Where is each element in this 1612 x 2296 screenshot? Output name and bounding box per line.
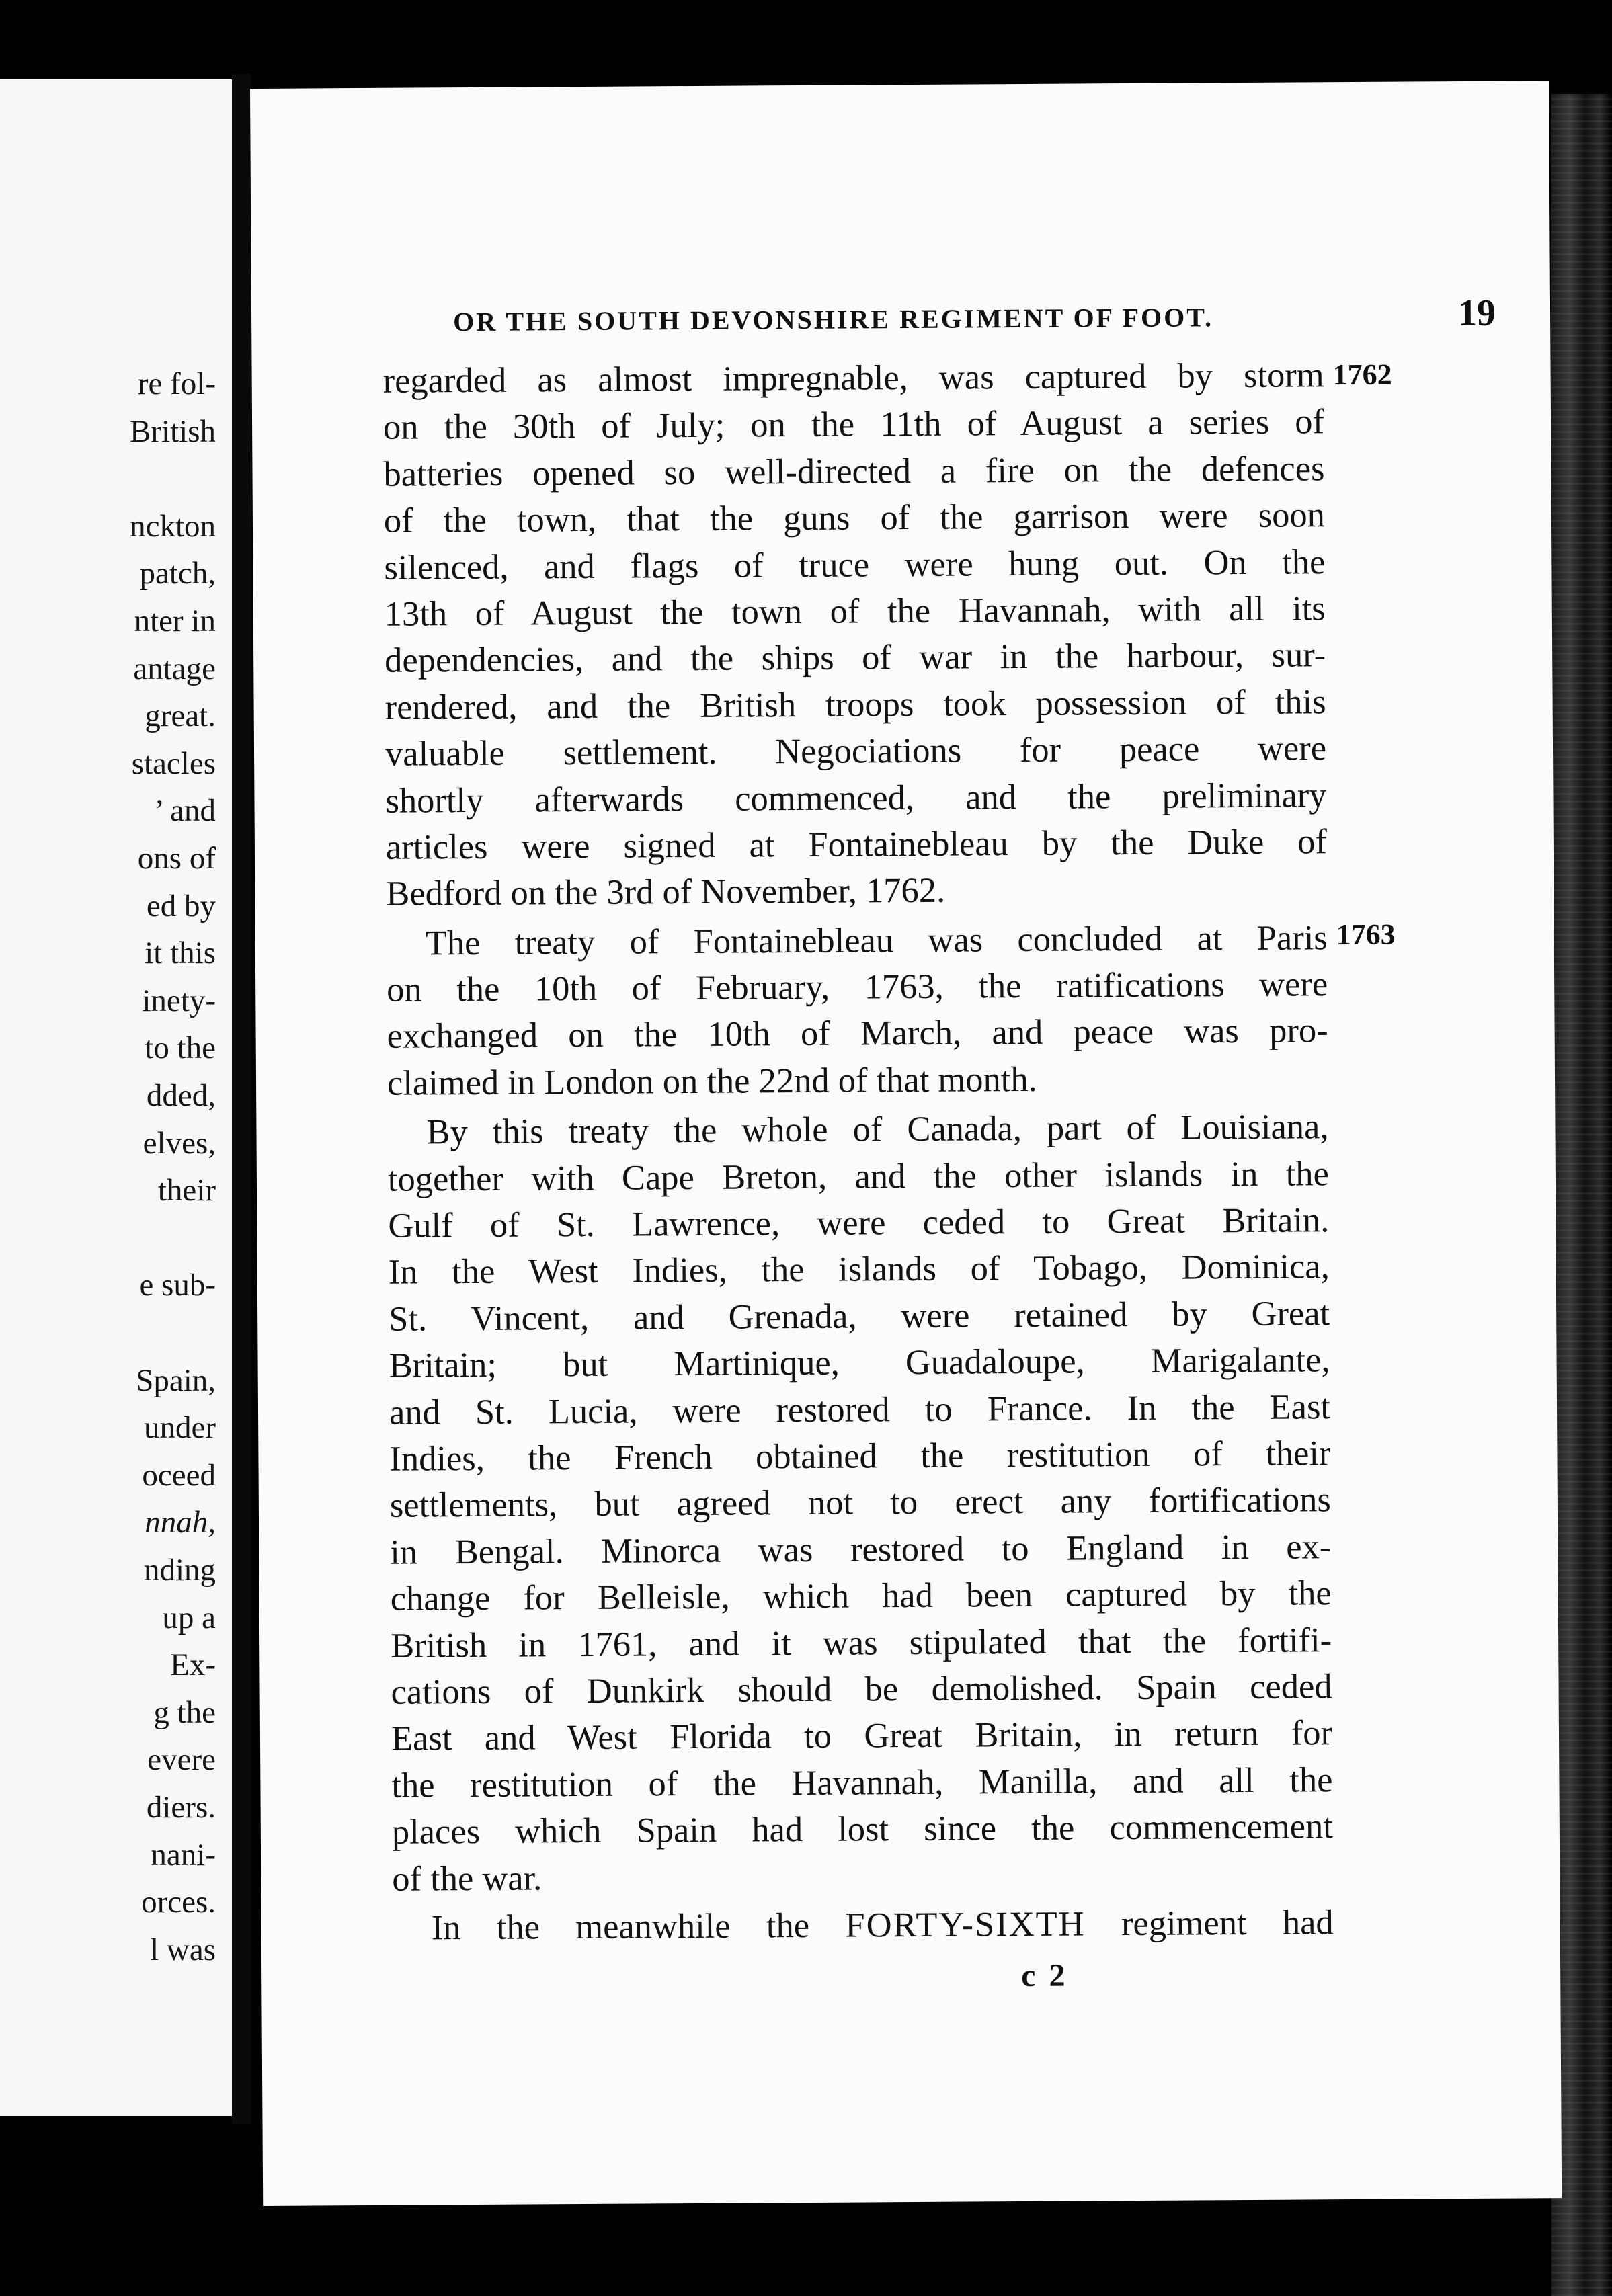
text-line: Indies, the French obtained the restitution of their [389, 1434, 1331, 1479]
text-line: Britain; but Martinique, Guadaloupe, Marigalante, [389, 1340, 1330, 1385]
text-line: dependencies, and the ships of war in the harbour, sur- [385, 635, 1326, 681]
left-page-line: antage [133, 651, 216, 686]
text-line: valuable settlement. Negociations for peace were [385, 729, 1327, 774]
text-line: of the war. [392, 1858, 542, 1899]
left-page-line: nter in [134, 604, 216, 639]
text-line: regarded as almost impregnable, was captured by storm [382, 356, 1324, 401]
text-line: together with Cape Breton, and the other islands in the [387, 1153, 1330, 1199]
left-page-line: orces. [141, 1885, 216, 1920]
left-page-line: nding [143, 1553, 216, 1588]
book-spine [232, 74, 251, 2124]
text-line: The treaty of Fontainebleau was concluded at Paris [425, 917, 1328, 963]
running-head-title: OR THE SOUTH DEVONSHIRE REGIMENT OF FOOT. [452, 302, 1214, 337]
left-page-line: g the [153, 1694, 216, 1730]
left-page-line: re fol- [137, 366, 216, 401]
left-page-line: nani- [151, 1837, 216, 1873]
text-line: exchanged on the 10th of March, and peace was pro- [387, 1011, 1328, 1057]
left-page-line: inety- [142, 983, 216, 1018]
text-line: claimed in London on the 22nd of that month. [387, 1059, 1037, 1103]
text-line: and St. Lucia, were restored to France. In the East [389, 1387, 1331, 1432]
page-number: 19 [1457, 292, 1496, 335]
text-line: Gulf of St. Lawrence, were ceded to Great Britain. [388, 1200, 1330, 1245]
left-page-line: dded, [146, 1078, 216, 1113]
left-page-line: to the [145, 1030, 216, 1066]
left-page-line: under [143, 1410, 216, 1446]
margin-year-1762: 1762 [1332, 358, 1392, 392]
left-page-line: Spain, [136, 1362, 216, 1398]
text-line: In the West Indies, the islands of Tobago, Dominica, [388, 1247, 1330, 1293]
left-page-line: stacles [131, 745, 216, 781]
left-facing-page [0, 79, 232, 2116]
text-line: St. Vincent, and Grenada, were retained by Great [389, 1294, 1330, 1339]
final-line-small-caps: FORTY-SIXTH [845, 1904, 1086, 1945]
left-page-line: elves, [143, 1125, 216, 1161]
text-line: change for Belleisle, which had been captured by the [390, 1573, 1332, 1618]
body-text [382, 352, 1333, 1952]
left-page-line: Ex- [170, 1647, 216, 1683]
text-line-final [393, 1899, 1334, 1952]
page-edge-strip [1551, 94, 1612, 2296]
text-line: rendered, and the British troops took possession of this [385, 682, 1326, 727]
left-page-line: evere [147, 1742, 216, 1778]
text-line: silenced, and flags of truce were hung out. On the [384, 542, 1326, 587]
final-line-after: regiment had [1121, 1903, 1334, 1944]
left-page-line: their [157, 1173, 216, 1208]
text-line: articles were signed at Fontainebleau by the Duke of [385, 822, 1328, 867]
text-line: East and West Florida to Great Britain, in return for [391, 1713, 1333, 1759]
text-line: By this treaty the whole of Canada, part of Louisiana, [426, 1107, 1329, 1152]
text-line: settlements, but agreed not to erect any fortifications [389, 1480, 1332, 1526]
left-page-line: l was [150, 1932, 216, 1967]
text-line: on the 10th of February, 1763, the ratifications were [387, 965, 1328, 1010]
right-page [250, 81, 1562, 2206]
left-page-line: British [130, 413, 216, 449]
left-page-line: oceed [142, 1457, 216, 1493]
text-line: British in 1761, and it was stipulated that the fortifi- [390, 1620, 1332, 1666]
left-page-line: great. [145, 698, 216, 734]
text-line: batteries opened so well-directed a fire on the defences [383, 449, 1325, 494]
text-line: places which Spain had lost since the commencement [391, 1807, 1333, 1852]
text-line: Bedford on the 3rd of November, 1762. [386, 871, 946, 914]
left-page-line: up a [162, 1600, 216, 1635]
left-page-line: it this [145, 936, 216, 971]
text-line: cations of Dunkirk should be demolished. Spain ceded [391, 1667, 1332, 1712]
text-line: on the 30th of July; on the 11th of August a series of [382, 402, 1325, 448]
left-page-line: ’ and [154, 793, 216, 829]
text-line: in Bengal. Minorca was restored to England in ex- [390, 1526, 1332, 1572]
text-line: the restitution of the Havannah, Manilla, and all the [391, 1760, 1333, 1805]
margin-year-1763: 1763 [1336, 917, 1396, 952]
left-page-line: patch, [139, 556, 216, 591]
final-line-before: In the meanwhile the [431, 1905, 810, 1948]
text-line: of the town, that the guns of the garrison were soon [383, 495, 1326, 540]
left-page-line: nckton [130, 508, 216, 544]
left-page-line: e sub- [139, 1268, 216, 1303]
text-line: 13th of August the town of the Havannah, with all its [384, 589, 1326, 634]
left-page-line: ed by [146, 888, 216, 924]
signature-mark: c 2 [1021, 1957, 1068, 1994]
text-line: shortly afterwards commenced, and the preliminary [385, 775, 1327, 821]
left-page-line: ons of [137, 841, 216, 876]
left-page-line: nnah, [145, 1505, 216, 1541]
left-page-line: diers. [146, 1790, 216, 1825]
running-head [452, 292, 1515, 338]
